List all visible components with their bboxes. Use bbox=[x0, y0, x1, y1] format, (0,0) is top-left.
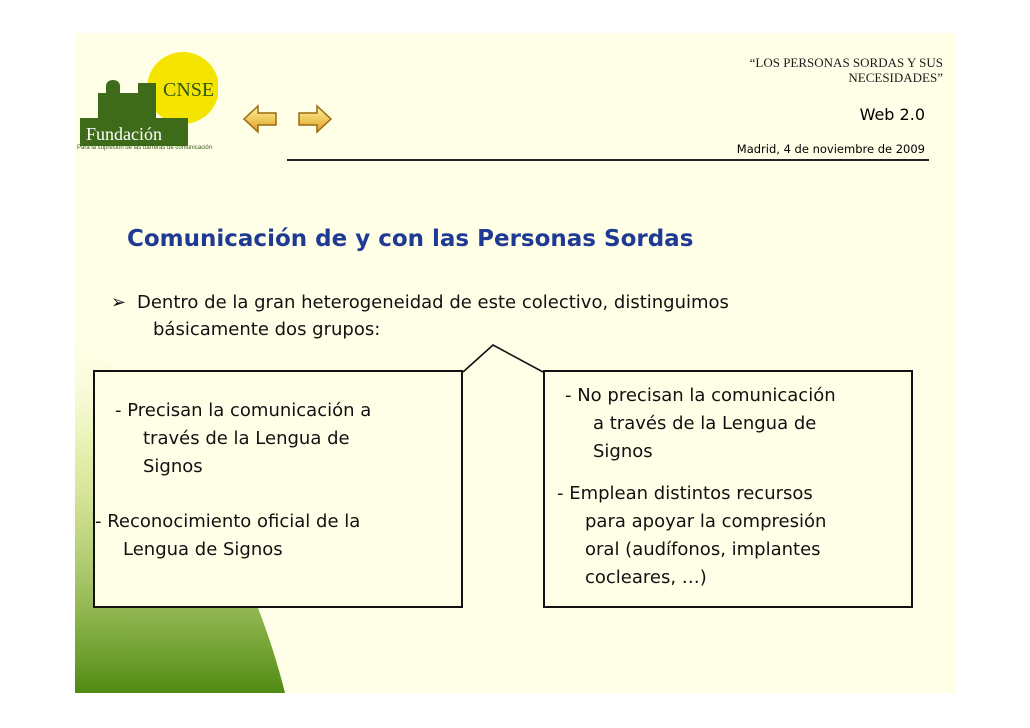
right-item-1: - No precisan la comunicación a través de la Lengua de Signos bbox=[565, 385, 836, 462]
arrow-left-icon[interactable] bbox=[242, 103, 278, 135]
svg-text:Fundación: Fundación bbox=[86, 124, 162, 144]
cnse-logo bbox=[78, 48, 218, 158]
slide bbox=[75, 33, 955, 693]
right-item-2: - Emplean distintos recursos para apoyar la compresión oral (audífonos, implantes cocleares, …) bbox=[557, 483, 827, 588]
bullet-arrow-icon: ➢ bbox=[111, 292, 127, 313]
slide-title: Comunicación de y con las Personas Sordas bbox=[127, 226, 694, 252]
arrow-right-icon[interactable] bbox=[297, 103, 333, 135]
bullet-line-2: básicamente dos grupos: bbox=[153, 319, 381, 340]
branch-connector bbox=[460, 343, 550, 373]
right-group-box bbox=[543, 370, 913, 608]
header-subtitle: Web 2.0 bbox=[859, 105, 925, 124]
logo-tagline: Para la supresión de las barreras de comunicación bbox=[77, 145, 213, 151]
header-divider bbox=[287, 159, 929, 161]
header-title bbox=[683, 55, 943, 85]
header-title-line1: “LOS PERSONAS SORDAS Y SUS bbox=[749, 55, 943, 70]
left-group-box bbox=[93, 370, 463, 608]
header-title-line2: NECESIDADES” bbox=[848, 70, 943, 85]
left-item-1: - Precisan la comunicación a través de la Lengua de Signos bbox=[115, 400, 372, 477]
bullet-line-1: ➢ Dentro de la gran heterogeneidad de este colectivo, distinguimos bbox=[111, 289, 891, 316]
bullet-paragraph bbox=[111, 289, 891, 343]
header-date: Madrid, 4 de noviembre de 2009 bbox=[736, 142, 925, 156]
left-item-2: - Reconocimiento oficial de la Lengua de Signos bbox=[95, 511, 361, 560]
svg-text:CNSE: CNSE bbox=[163, 79, 215, 101]
